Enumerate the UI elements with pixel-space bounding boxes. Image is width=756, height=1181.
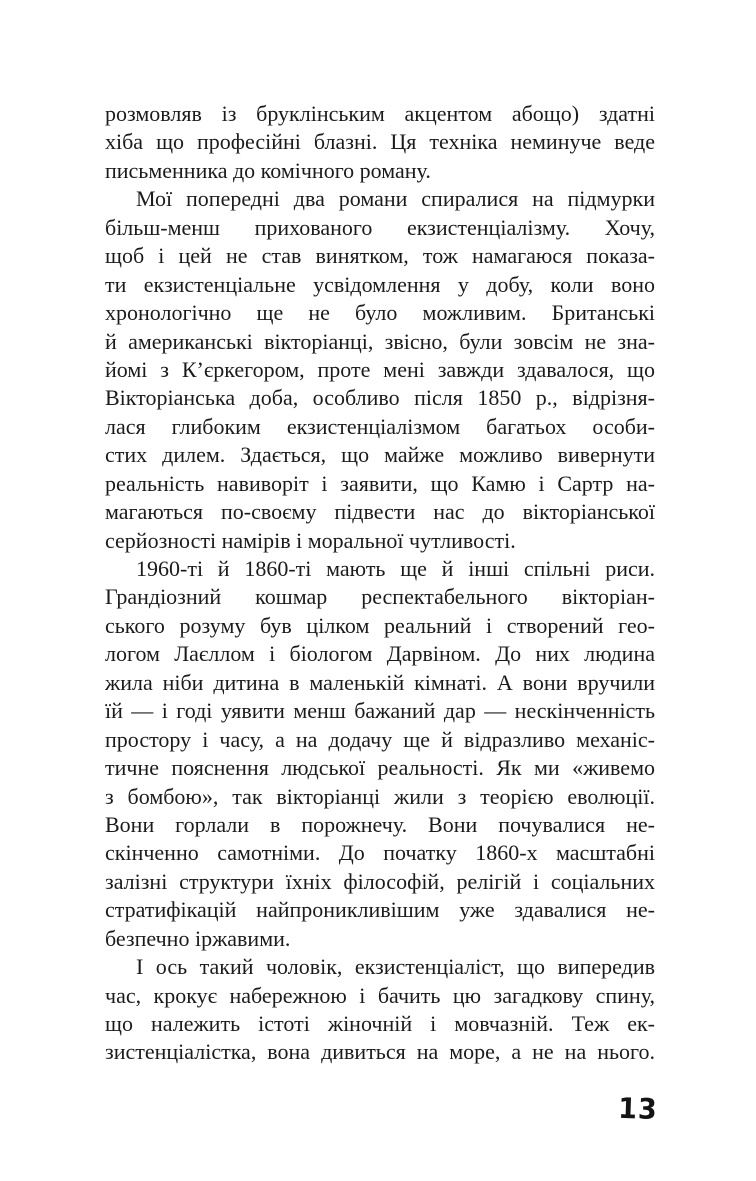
text-line: хронологічно ще не було можливим. Британські — [105, 300, 655, 326]
text-line: лася глибоким екзистенціалізмом багатьох особи- — [105, 413, 655, 439]
text-line: Грандіозний кошмар респектабельного вікторіан- — [105, 584, 655, 610]
text-line: щоб і цей не став винятком, тож намагаюся показа- — [105, 243, 655, 269]
text-line: ти екзистенціальне усвідомлення у добу, коли воно — [105, 271, 655, 297]
body-text — [105, 100, 655, 1067]
page-number: 13 — [617, 1092, 659, 1127]
text-line: час, крокує набережною і бачить цю загадкову спину, — [105, 982, 655, 1008]
text-line: реальність навиворіт і заявити, що Камю і Сартр на- — [105, 470, 655, 496]
text-line: логом Лаєллом і біологом Дарвіном. До них людина — [105, 641, 655, 667]
text-line: залізні структури їхніх філософій, релігій і соціальних — [105, 868, 655, 894]
text-line: що належить істоті жіночній і мовчазній. Теж ек- — [105, 1011, 655, 1036]
text-line: безпечно іржавими. — [105, 925, 291, 951]
text-line: стих дилем. Здається, що майже можливо вивернути — [105, 442, 655, 468]
text-line: хіба що професійні блазні. Ця техніка неминуче веде — [105, 129, 655, 155]
text-line: йомі з К’єркегором, проте мені завжди здавалося, що — [105, 356, 655, 382]
text-line: жила ніби дитина в маленькій кімнаті. А вони вручили — [105, 669, 655, 695]
text-line: зистенціалістка, вона дивиться на море, а не на нього. — [105, 1039, 655, 1065]
text-line: тичне пояснення людської реальності. Як ми «живемо — [105, 755, 655, 781]
text-line: ського розуму був цілком реальний і створений гео- — [105, 612, 655, 638]
text-line: розмовляв із бруклінським акцентом абощо) здатні — [105, 101, 655, 126]
text-line: 1960-ті й 1860-ті мають ще й інші спільні риси. — [136, 556, 655, 581]
text-line: магаються по-своєму підвести нас до вікторіанської — [105, 499, 655, 525]
text-line: й американські вікторіанці, звісно, були зовсім не зна- — [105, 328, 655, 354]
text-line: Мої попередні два романи спиралися на підмурки — [136, 186, 655, 212]
text-line: більш-менш прихованого екзистенціалізму. Хочу, — [105, 214, 655, 240]
text-line: стратифікацій найпроникливішим уже здавалися не- — [105, 897, 655, 923]
text-line: Вікторіанська доба, особливо після 1850 р., відрізня- — [105, 385, 655, 411]
text-line: Вони горлали в порожнечу. Вони почувалися не- — [105, 811, 655, 837]
text-line: скінченно самотніми. До початку 1860-х масштабні — [105, 840, 655, 866]
text-line: письменника до комічного роману. — [105, 157, 431, 183]
text-line: простору і часу, а на додачу ще й відразливо механіс- — [105, 726, 655, 752]
text-line: їй — і годі уявити менш бажаний дар — нескінченність — [105, 698, 655, 724]
text-line: І ось такий чоловік, екзистенціаліст, що випередив — [136, 954, 655, 980]
text-line: з бомбою», так вікторіанці жили з теорією еволюції. — [105, 783, 655, 809]
text-line: серйозності намірів і моральної чутливості. — [105, 527, 516, 553]
